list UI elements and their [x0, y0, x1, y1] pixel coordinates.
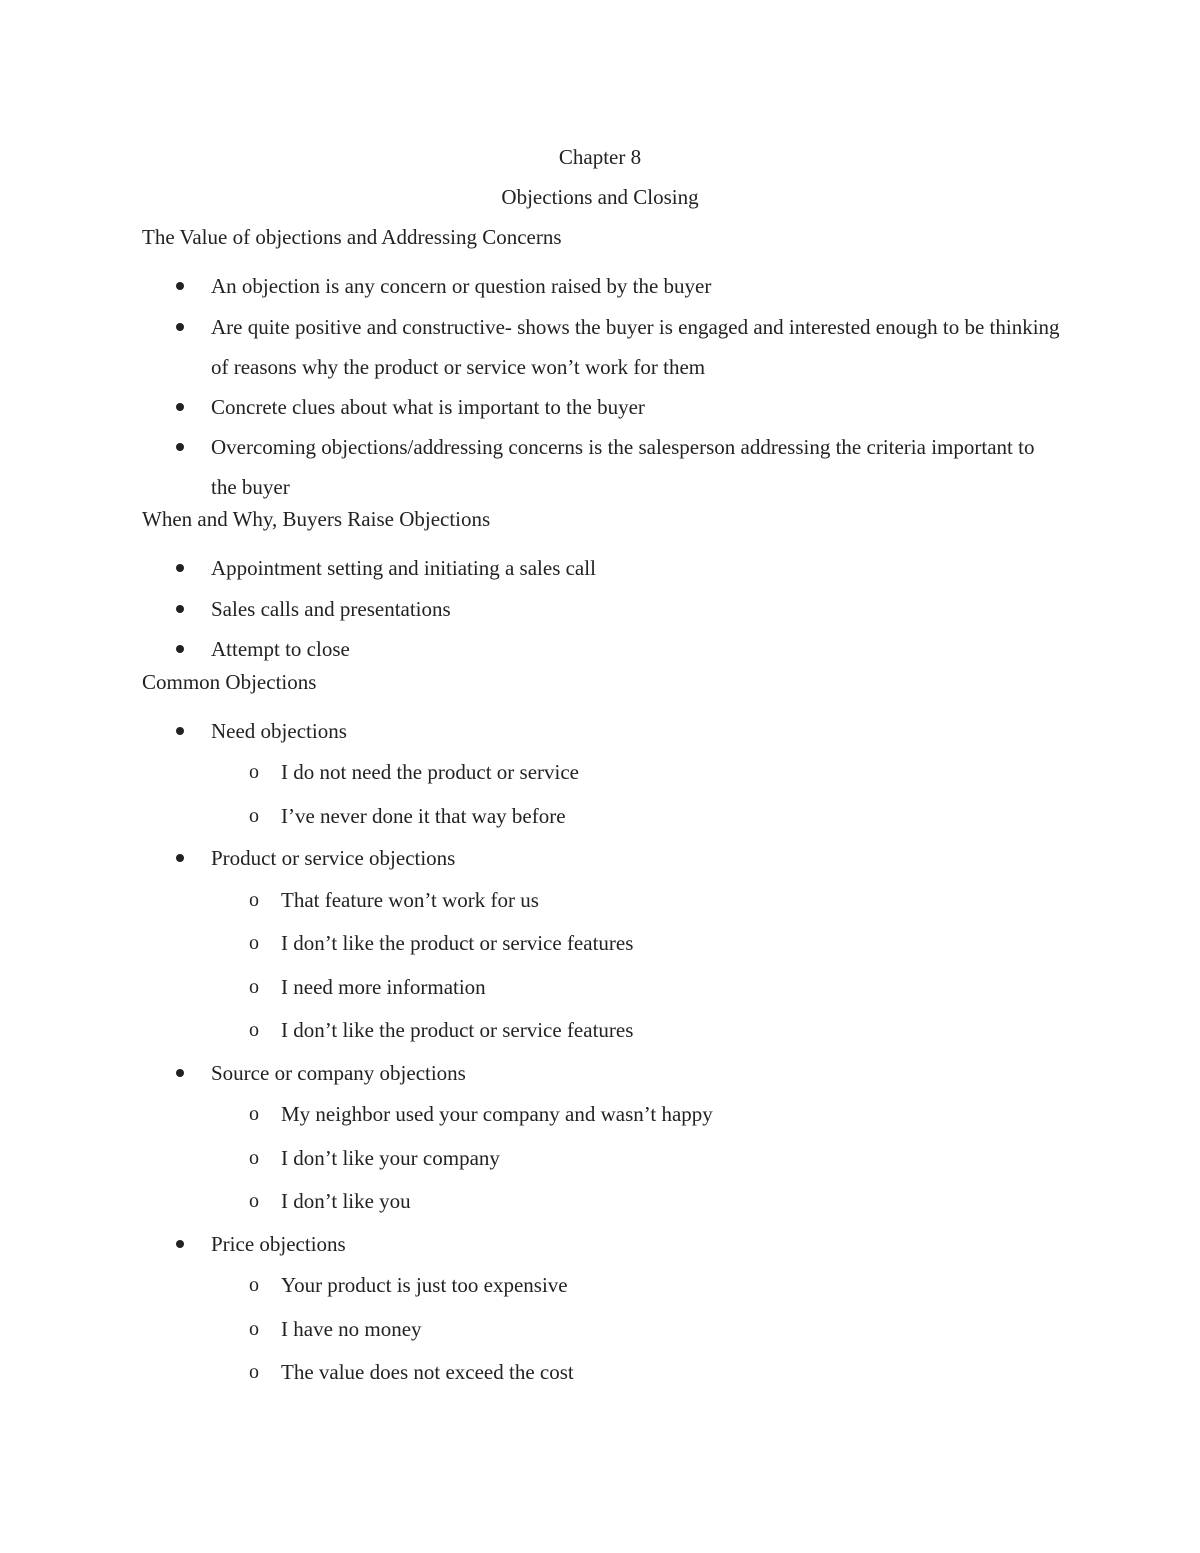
section-heading: Common Objections	[142, 669, 317, 694]
sub-list-item: o I don’t like the product or service features	[142, 922, 1062, 966]
section-heading: The Value of objections and Addressing Concerns	[142, 225, 562, 249]
list-item: Price objections o Your product is just too expensive o I have no money o The value does not exceed the cost	[142, 1224, 1062, 1395]
list-item: Product or service objections o That feature won’t work for us o I don’t like the product or service features o I need more information o I don’t like the product or service features	[142, 838, 1062, 1053]
sub-list-item: o I have no money	[142, 1308, 1062, 1352]
sub-list-item: o I need more information	[142, 966, 1062, 1010]
list-item: Sales calls and presentations	[142, 589, 1062, 630]
list-item: Source or company objections o My neighbor used your company and wasn’t happy o I don’t like your company o I don’t like you	[142, 1053, 1062, 1224]
sub-list-item: o The value does not exceed the cost	[142, 1351, 1062, 1395]
sub-list-item: o I’ve never done it that way before	[142, 795, 1062, 839]
section-heading: When and Why, Buyers Raise Objections	[142, 507, 491, 531]
sub-list	[211, 1264, 1062, 1395]
bullet-list	[142, 266, 1062, 507]
sub-list	[211, 1093, 1062, 1224]
sub-list	[211, 879, 1062, 1053]
sub-list	[211, 751, 1062, 838]
list-item: Appointment setting and initiating a sales call	[142, 548, 1062, 589]
list-item: Are quite positive and constructive- shows the buyer is engaged and interested enough to be thinking of reasons why the product or service won’t work for them	[142, 307, 1062, 387]
document-body	[142, 225, 1062, 1395]
list-item: Concrete clues about what is important to the buyer	[142, 387, 1062, 428]
sub-list-item: o I don’t like your company	[142, 1137, 1062, 1181]
sub-list-item: o I don’t like you	[142, 1180, 1062, 1224]
sub-list-item: o Your product is just too expensive	[142, 1264, 1062, 1308]
sub-list-item: o My neighbor used your company and wasn’t happy	[142, 1093, 1062, 1137]
list-item: Attempt to close	[142, 629, 1062, 670]
sub-list-item: o I do not need the product or service	[142, 751, 1062, 795]
list-item: An objection is any concern or question raised by the buyer	[142, 266, 1062, 307]
sub-list-item: o That feature won’t work for us	[142, 879, 1062, 923]
bullet-list	[142, 548, 1062, 670]
list-item: Overcoming objections/addressing concerns is the salesperson addressing the criteria important to the buyer	[142, 427, 1062, 507]
list-item: Need objections o I do not need the product or service o I’ve never done it that way before	[142, 711, 1062, 839]
bullet-list	[142, 711, 1062, 1395]
chapter-subtitle: Objections and Closing	[501, 185, 699, 209]
sub-list-item: o I don’t like the product or service features	[142, 1009, 1062, 1053]
chapter-title: Chapter 8	[558, 145, 642, 169]
